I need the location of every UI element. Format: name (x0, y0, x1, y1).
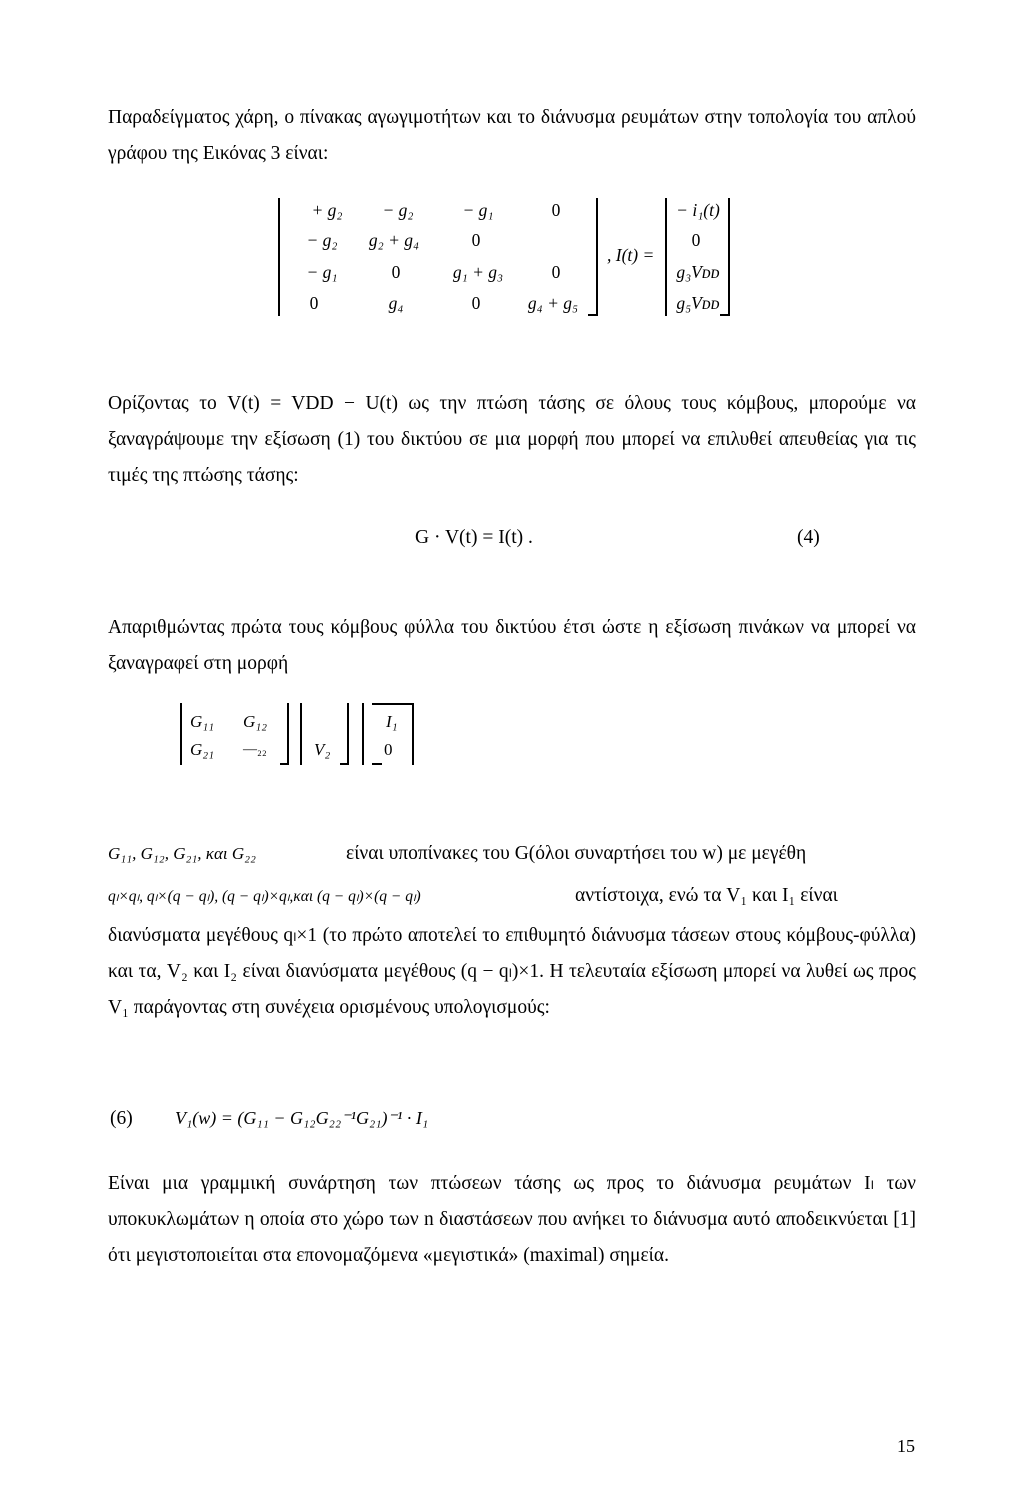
equation-6-number: (6) (110, 1108, 133, 1129)
matrix-right-foot (588, 314, 597, 316)
paragraph-intro: Παραδείγματος χάρη, ο πίνακας αγωγιμοτήτων και το διάνυσμα ρευμάτων στην τοπολογία του απλού γράφου της Εικόνας 3 είναι: (108, 107, 916, 164)
block-g11: G₁₁ (190, 712, 215, 731)
paragraph-enumeration: Απαριθμώντας πρώτα τους κόμβους φύλλα του δικτύου έτσι ώστε η εξίσωση πινάκων να μπορεί να ξαναγραφεί στη μορφή (108, 617, 916, 674)
matrix-cell: 0 (551, 262, 561, 282)
submatrix-sizes-tail: αντίστοιχα, ενώ τα V₁ και I₁ είναι (575, 885, 838, 906)
vector-cell: − i₁(t) (676, 200, 720, 220)
matrix-cell: g₂ + g₄ (368, 230, 420, 250)
block-g22: —₂₂ (243, 742, 267, 757)
equation-4-number: (4) (797, 527, 820, 548)
matrix-cell: 0 (391, 262, 401, 282)
matrix-cell: − g₂ (382, 200, 414, 220)
submatrix-list: G₁₁, G₁₂, G₂₁, και G₂₂ (108, 844, 256, 863)
block-i1: I₁ (386, 712, 398, 731)
paragraph-voltage-drop: Ορίζοντας το V(t) = VDD − U(t) ως την πτώση τάσης σε όλους τους κόμβους, μπορούμε να ξαναγράψουμε την εξίσωση (1) του δικτύου σε μια μορφή που μπορεί να επιλυθεί απευθείας για τις τιμές της πτώσης τάσης: (108, 393, 916, 486)
ivector-left-bar (362, 703, 364, 765)
ivector-foot (372, 763, 382, 765)
vector-cell: 0 (691, 230, 701, 250)
block-mid-foot (280, 763, 288, 765)
matrix-cell: 0 (551, 200, 561, 220)
paragraph-vectors: διανύσματα μεγέθους qₗ×1 (το πρώτο αποτελεί το επιθυμητό διάνυσμα τάσεων στους κόμβους-φύλλα) και τα, V₂ και I₂ είναι διανύσματα μεγέθους (q − qₗ)×1. Η τελευταία εξίσωση μπορεί να λυθεί ως προς V₁ παράγοντας στη συνέχεια ορισμένους υπολογισμούς: (108, 925, 916, 1018)
matrix-cell: 0 (471, 293, 481, 313)
block-g12: G₁₂ (243, 712, 268, 731)
vvector-right-bar (347, 703, 349, 765)
block-mid-bar (287, 703, 289, 765)
submatrix-sizes: qₗ×qₗ, qₗ×(q − qₗ), (q − qₗ)×qₗ,και (q − qₗ)×(q − qₗ) (108, 888, 421, 905)
submatrix-description: είναι υποπίνακες του G(όλοι συναρτήσει του w) με μεγέθη (346, 843, 807, 864)
vector-cell: g₅Vᴅᴅ (676, 293, 720, 313)
vector-cell: g₃Vᴅᴅ (676, 262, 720, 282)
matrix-left-bar (278, 198, 280, 316)
matrix-cell: − g₂ (306, 230, 338, 250)
ivector-top (372, 703, 413, 705)
matrix-cell: − g₁ (306, 262, 338, 282)
block-g21: G₂₁ (190, 740, 215, 759)
matrix-cell: g₄ (388, 293, 404, 313)
vector-left-bar (665, 198, 667, 316)
vvector-left-bar (300, 703, 302, 765)
block-left-bar (180, 703, 182, 765)
matrix-cell: 0 (309, 293, 319, 313)
matrix-cell: − g₁ (462, 200, 494, 220)
equation-4: G · V(t) = I(t) . (415, 527, 533, 548)
matrix-cell: g₁ + g₃ (452, 262, 504, 282)
matrix-cell: g₄ + g₅ (527, 293, 579, 313)
block-v2: V₂ (314, 740, 331, 759)
matrix-cell: 0 (471, 230, 481, 250)
equation-6: V₁(w) = (G₁₁ − G₁₂G₂₂⁻¹G₂₁)⁻¹ · I₁ (175, 1108, 429, 1128)
vvector-right-foot (340, 763, 348, 765)
ivector-right-bar (412, 703, 414, 765)
current-vector-label: , I(t) = (607, 245, 655, 265)
vector-right-foot (720, 314, 729, 316)
vector-right-bar (728, 198, 730, 316)
matrix-cell: + g₂ (311, 200, 343, 220)
page-number: 15 (897, 1436, 915, 1456)
matrix-right-bar (596, 198, 598, 316)
paragraph-conclusion: Είναι μια γραμμική συνάρτηση των πτώσεων τάσης ως προς το διάνυσμα ρευμάτων Iₗ των υποκυκλωμάτων η οποία στο χώρο των n διαστάσεων που ανήκει το διάνυσμα αυτό αποδεικνύεται [1] ότι μεγιστοποιείται στα επονομαζόμενα «μεγιστικά» (maximal) σημεία. (108, 1173, 916, 1266)
block-zero: 0 (384, 740, 393, 759)
